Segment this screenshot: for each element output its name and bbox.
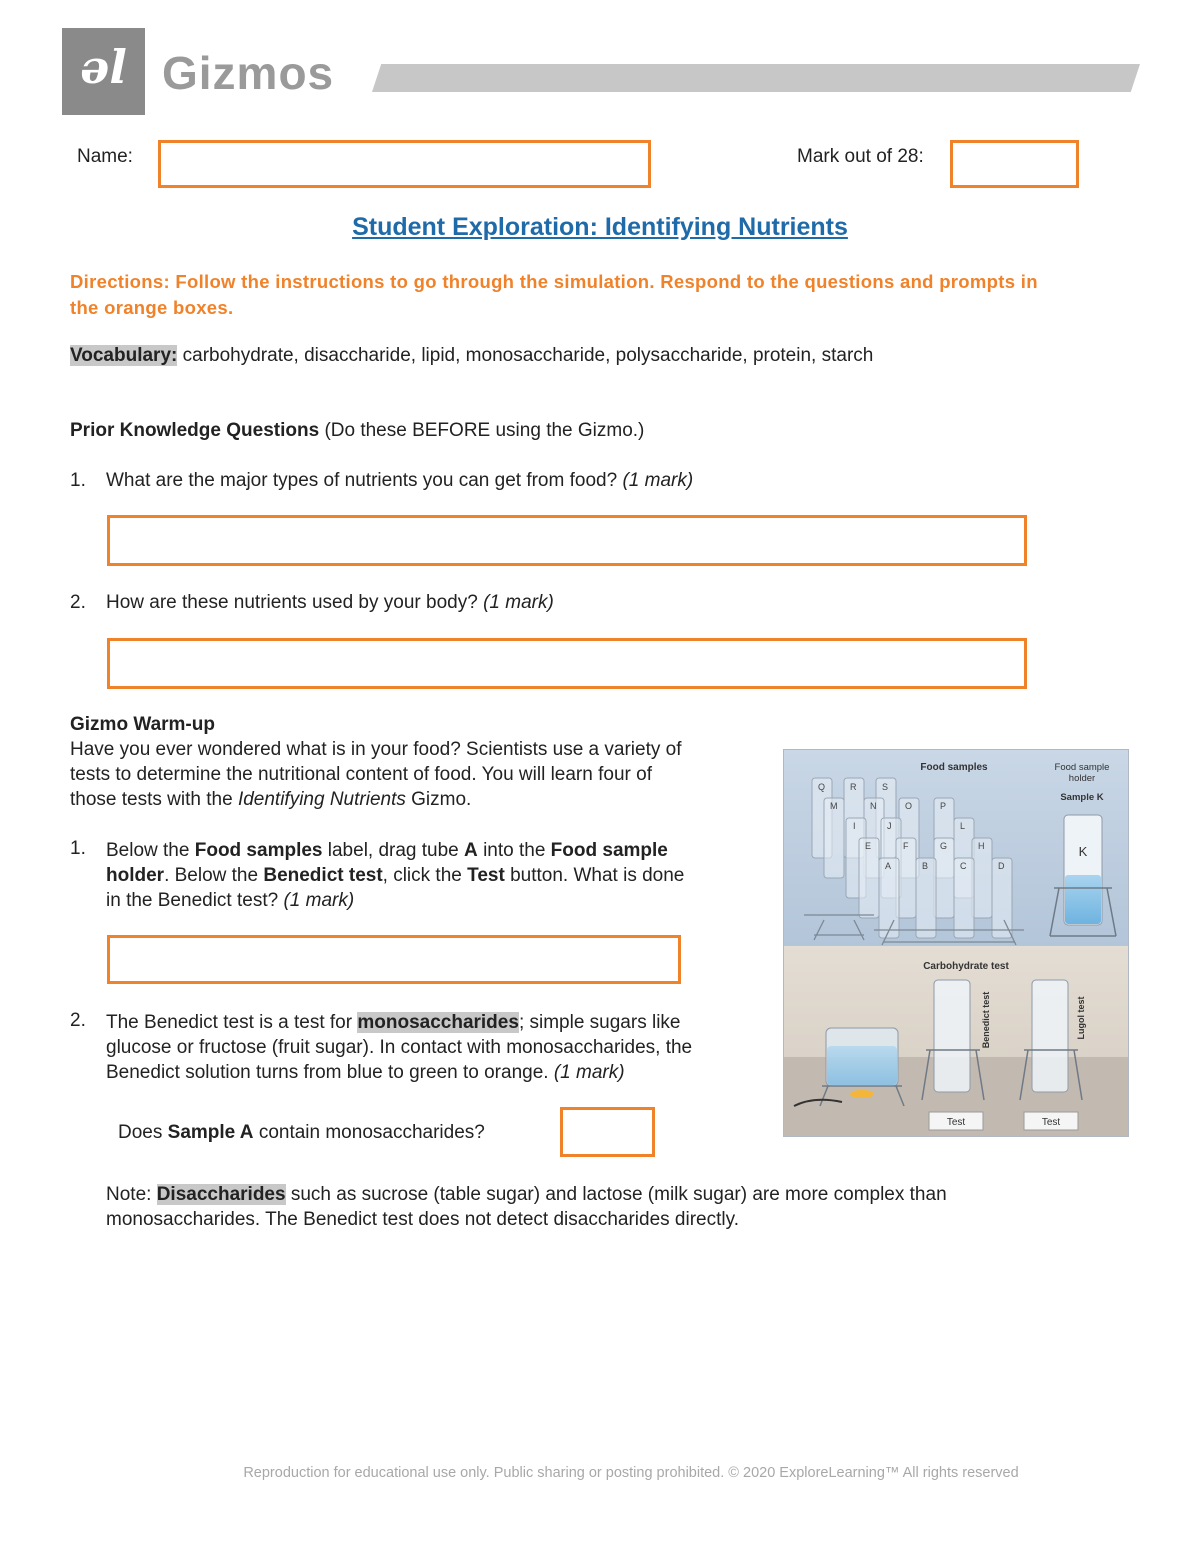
q2-monosaccharides: monosaccharides: [357, 1012, 519, 1033]
holder-tube-letter: K: [1078, 844, 1088, 859]
note-line-1: [106, 1182, 1106, 1207]
header-bar: [372, 64, 1140, 92]
ask-a: Does: [118, 1122, 163, 1143]
warmup-q1-text: [106, 838, 786, 913]
holder-label-2: holder: [1068, 773, 1096, 784]
warmup-q2-number: 2.: [70, 1010, 86, 1031]
sample-a-question: [118, 1122, 485, 1144]
vocabulary-label: Vocabulary:: [70, 345, 178, 366]
q1-mark: (1 mark): [283, 890, 355, 911]
letter-r: R: [850, 782, 857, 792]
letter-p: P: [940, 801, 947, 811]
q1-holder: holder: [106, 865, 165, 886]
warmup-heading: Gizmo Warm-up: [70, 714, 215, 735]
gizmo-simulation-image: [783, 749, 1129, 1137]
letter-q: Q: [818, 782, 826, 792]
prior-q2-mark: (1 mark): [483, 592, 554, 613]
prior-knowledge-heading: Prior Knowledge Questions: [70, 420, 320, 441]
vocabulary-terms: carbohydrate, disaccharide, lipid, monosaccharide, polysaccharide, protein, starch: [182, 345, 874, 366]
benedict-tube: [934, 980, 970, 1092]
prior-knowledge-note: (Do these BEFORE using the Gizmo.): [324, 420, 645, 441]
q1-test: Test: [467, 865, 505, 886]
letter-m: M: [830, 801, 838, 811]
q1-l3a: in the Benedict test?: [106, 890, 279, 911]
directions-text: Directions: Follow the instructions to go through the simulation. Respond to the questions and prompts in the orange boxes.: [70, 271, 1038, 318]
warmup-q2-line-3: [106, 1060, 786, 1085]
letter-s: S: [882, 782, 889, 792]
prior-knowledge-heading-line: [70, 420, 644, 442]
q1-food-samples: Food samples: [194, 840, 323, 861]
warmup-q2-text: [106, 1010, 786, 1085]
mark-label: Mark out of 28:: [797, 146, 924, 167]
letter-a: A: [885, 861, 892, 871]
name-label: Name:: [77, 146, 133, 167]
prior-q2-text-line: [106, 592, 554, 614]
holder-tube-liquid: [1065, 875, 1101, 924]
note-c: such as sucrose (table sugar) and lactose (milk sugar) are more complex than: [290, 1184, 947, 1205]
prior-q1-number: 1.: [70, 470, 86, 491]
footer-copyright: Reproduction for educational use only. Public sharing or posting prohibited. © 2020 ExploreLearning™ All rights reserved: [243, 1465, 1019, 1481]
holder-label-1: Food sample: [1054, 762, 1110, 773]
water-bath: [827, 1046, 897, 1085]
food-samples-label: Food samples: [920, 762, 988, 773]
letter-h: H: [978, 841, 985, 851]
q1-l2f: button. What is done: [510, 865, 685, 886]
warmup-intro-line-2: tests to determine the nutritional content of food. You will learn four of: [70, 764, 652, 785]
brand-name: Gizmos: [162, 47, 335, 99]
warmup-intro-line-3: [70, 787, 780, 812]
simulation-svg: [784, 750, 1128, 1136]
q1-benedict-test: Benedict test: [263, 865, 383, 886]
ask-c: contain monosaccharides?: [258, 1122, 485, 1143]
letter-i: I: [853, 821, 856, 831]
prior-q2-answer-box[interactable]: [107, 638, 1027, 689]
letter-b: B: [922, 861, 929, 871]
warmup-q1-line-2: [106, 863, 786, 888]
disaccharides-note: [106, 1182, 1106, 1232]
warmup-intro-line-1: Have you ever wondered what is in your food? Scientists use a variety of: [70, 739, 682, 760]
vocabulary-line: [70, 345, 873, 367]
letter-g: G: [940, 841, 948, 851]
prior-q2-number: 2.: [70, 592, 86, 613]
intro-3c: Gizmo.: [411, 789, 472, 810]
q1-l2d: , click the: [382, 865, 462, 886]
prior-q1-mark: (1 mark): [622, 470, 694, 491]
sample-k-label: Sample K: [1060, 792, 1104, 803]
ask-sample-a: Sample A: [167, 1122, 254, 1143]
letter-e: E: [865, 841, 872, 851]
warmup-q2-line-1: [106, 1010, 786, 1035]
prior-q2-text: How are these nutrients used by your body?: [106, 592, 478, 613]
intro-3a: those tests with the: [70, 789, 233, 810]
letter-c: C: [960, 861, 967, 871]
warmup-q1-number: 1.: [70, 838, 86, 859]
benedict-test-button-label: Test: [946, 1117, 966, 1128]
note-line-2: monosaccharides. The Benedict test does not detect disaccharides directly.: [106, 1209, 739, 1230]
q1-l2b: . Below the: [164, 865, 259, 886]
carb-test-label: Carbohydrate test: [923, 961, 1009, 972]
warmup-q2-line-2: glucose or fructose (fruit sugar). In contact with monosaccharides, the: [106, 1037, 693, 1058]
q1-food-sample: Food sample: [550, 840, 668, 861]
lugol-tube: [1032, 980, 1068, 1092]
name-input-box[interactable]: [158, 140, 651, 188]
warmup-intro: [70, 737, 780, 812]
lugol-test-label: Lugol test: [1076, 996, 1086, 1040]
lugol-test-button-label: Test: [1041, 1117, 1061, 1128]
burner-flame: [850, 1090, 874, 1098]
prior-q1-text-line: [106, 470, 693, 492]
q2-l1c: ; simple sugars like: [518, 1012, 681, 1033]
q1-tube-a: A: [464, 840, 478, 861]
q2-mark: (1 mark): [553, 1062, 625, 1083]
note-disaccharides: Disaccharides: [156, 1184, 286, 1205]
q1-l1c: label, drag tube: [327, 840, 459, 861]
q2-l3a: Benedict solution turns from blue to green to orange.: [106, 1062, 549, 1083]
prior-q1-text: What are the major types of nutrients you can get from food?: [106, 470, 618, 491]
explorelearning-logo-icon: əl: [80, 40, 127, 94]
q1-l1e: into the: [483, 840, 546, 861]
warmup-q1-line-3: [106, 888, 786, 913]
benedict-test-label: Benedict test: [981, 991, 991, 1049]
sample-a-answer-box[interactable]: [560, 1107, 655, 1157]
warmup-q1-line-1: [106, 838, 786, 863]
letter-f: F: [903, 841, 909, 851]
note-label: Note:: [106, 1184, 152, 1205]
letter-d: D: [998, 861, 1005, 871]
letter-j: J: [887, 821, 892, 831]
gizmo-name: Identifying Nutrients: [237, 789, 406, 810]
letter-l: L: [960, 821, 966, 831]
letter-n: N: [870, 801, 877, 811]
mark-input-box[interactable]: [950, 140, 1079, 188]
q2-l1a: The Benedict test is a test for: [106, 1012, 353, 1033]
warmup-q1-answer-box[interactable]: [107, 935, 681, 984]
q1-l1a: Below the: [106, 840, 190, 861]
page-title: Student Exploration: Identifying Nutrients: [352, 213, 848, 241]
prior-q1-answer-box[interactable]: [107, 515, 1027, 566]
letter-o: O: [905, 801, 913, 811]
